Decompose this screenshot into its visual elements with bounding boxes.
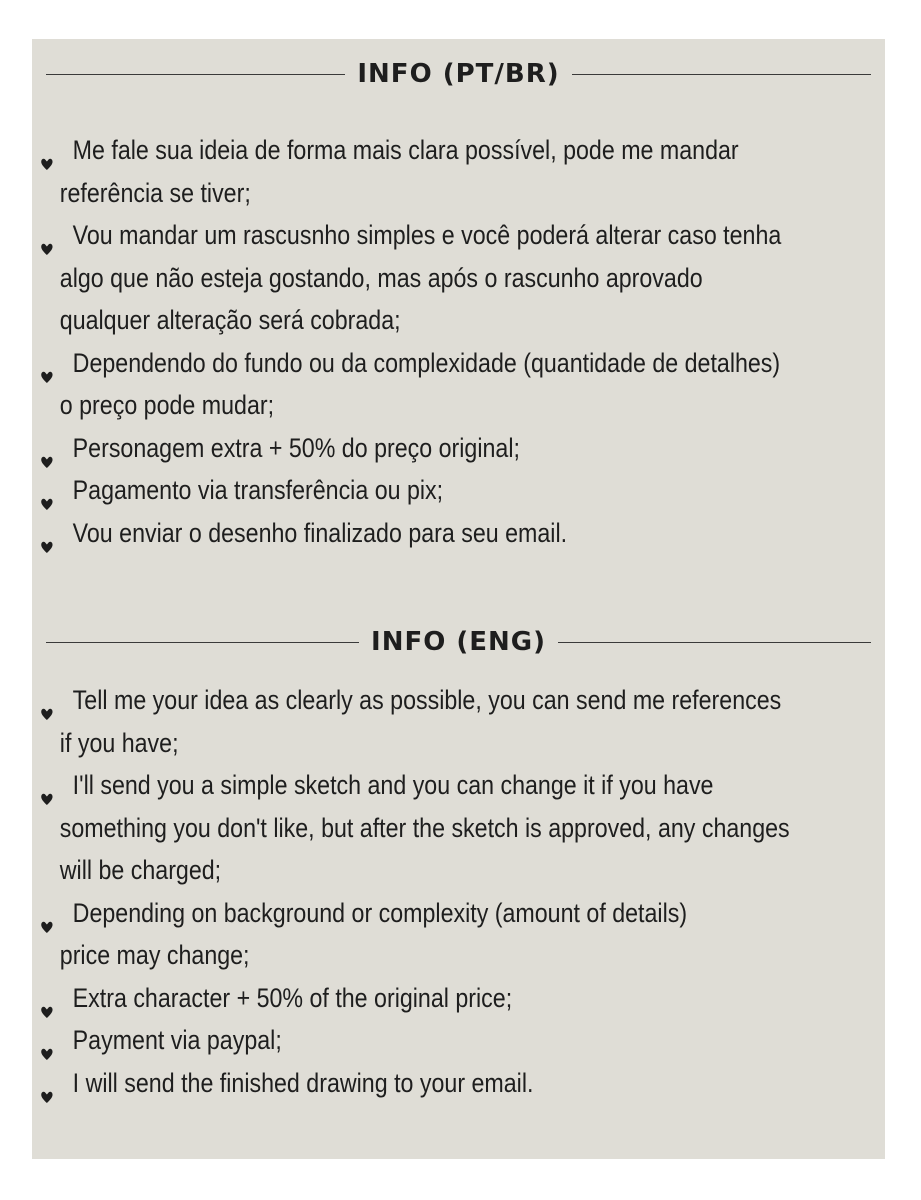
list-item-text: I'll send you a simple sketch and you can change it if you have bbox=[72, 770, 714, 800]
list-item-text: Tell me your idea as clearly as possible, you can send me references bbox=[72, 685, 782, 715]
list-item-text: will be charged; bbox=[59, 855, 222, 885]
list-item bbox=[40, 512, 781, 555]
list-item bbox=[40, 1019, 790, 1062]
list-item-text: referência se tiver; bbox=[59, 177, 251, 208]
heart-icon bbox=[40, 905, 54, 921]
list-item bbox=[40, 892, 790, 977]
list-item-text: Pagamento via transferência ou pix; bbox=[72, 475, 444, 505]
list-item bbox=[40, 427, 781, 470]
list-item-text: o preço pode mudar; bbox=[59, 390, 275, 420]
heart-icon bbox=[40, 482, 54, 498]
list-item-text: I will send the finished drawing to your email. bbox=[72, 1067, 534, 1098]
list-item bbox=[40, 129, 781, 214]
list-item-text: Me fale sua ideia de forma mais clara possível, pode me mandar bbox=[72, 135, 739, 165]
list-item-text: Vou enviar o desenho finalizado para seu email. bbox=[72, 517, 568, 548]
heart-icon bbox=[40, 1032, 54, 1048]
heart-icon bbox=[40, 777, 54, 793]
list-item bbox=[40, 679, 790, 764]
heart-icon bbox=[40, 355, 54, 371]
section-header-eng bbox=[46, 622, 871, 662]
list-item-text: price may change; bbox=[59, 940, 250, 970]
list-item-text: if you have; bbox=[59, 727, 179, 758]
list-item-text: Dependendo do fundo ou da complexidade (quantidade de detalhes) bbox=[72, 347, 781, 378]
list-item-text: something you don't like, but after the sketch is approved, any changes bbox=[59, 812, 790, 843]
list-item bbox=[40, 1062, 790, 1105]
list-item-text: Vou mandar um rascusnho simples e você poderá alterar caso tenha bbox=[72, 220, 782, 250]
info-list-eng bbox=[40, 679, 912, 1104]
list-item bbox=[40, 764, 790, 892]
divider-line bbox=[46, 642, 359, 643]
list-item bbox=[40, 342, 781, 427]
list-item bbox=[40, 214, 781, 342]
divider-line bbox=[558, 642, 871, 643]
section-header-ptbr bbox=[46, 54, 871, 94]
list-item bbox=[40, 469, 781, 512]
heart-icon bbox=[40, 525, 54, 541]
info-list-ptbr bbox=[40, 129, 902, 554]
section-title: INFO (PT/BR) bbox=[357, 59, 560, 89]
list-item-text: Personagem extra + 50% do preço original; bbox=[72, 432, 520, 463]
list-item bbox=[40, 977, 790, 1020]
section-title: INFO (ENG) bbox=[371, 627, 546, 657]
list-item-text: Depending on background or complexity (amount of details) bbox=[72, 897, 688, 928]
list-item-text: qualquer alteração será cobrada; bbox=[59, 305, 401, 335]
heart-icon bbox=[40, 990, 54, 1006]
heart-icon bbox=[40, 1075, 54, 1091]
heart-icon bbox=[40, 142, 54, 158]
divider-line bbox=[572, 74, 871, 75]
list-item-text: algo que não esteja gostando, mas após o rascunho aprovado bbox=[59, 262, 703, 293]
list-item-text: Payment via paypal; bbox=[72, 1025, 282, 1055]
heart-icon bbox=[40, 440, 54, 456]
list-item-text: Extra character + 50% of the original price; bbox=[72, 982, 513, 1013]
divider-line bbox=[46, 74, 345, 75]
heart-icon bbox=[40, 227, 54, 243]
heart-icon bbox=[40, 692, 54, 708]
info-card bbox=[32, 39, 885, 1159]
